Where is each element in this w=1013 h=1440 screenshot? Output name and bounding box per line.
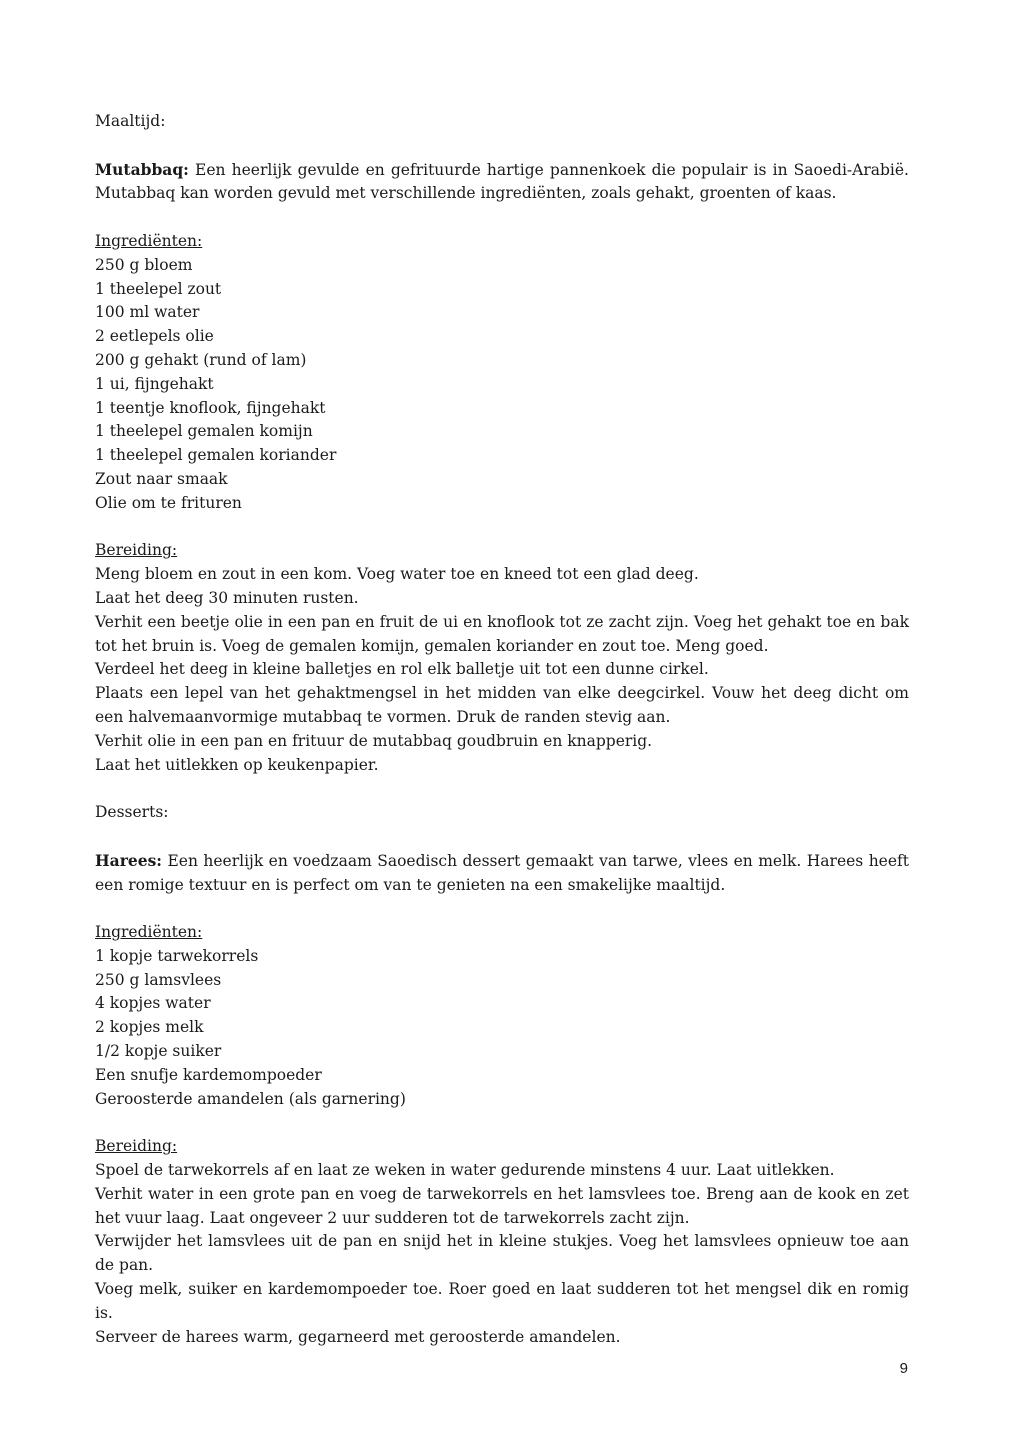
ingredient-item: 1/2 kopje suiker: [95, 1042, 222, 1061]
ingredient-item: 2 kopjes melk: [95, 1018, 204, 1037]
ingredient-item: 250 g bloem: [95, 255, 193, 274]
ingredient-item: 1 kopje tarwekorrels: [95, 946, 259, 965]
harees-title: Harees:: [95, 850, 163, 870]
mutabbaq-steps: [95, 563, 909, 777]
harees-ingredients-heading: Ingrediënten:: [95, 923, 203, 942]
preparation-step: Laat het deeg 30 minuten rusten.: [95, 588, 359, 607]
spacer: [95, 777, 909, 801]
page-number: 9: [899, 1360, 908, 1377]
ingredient-item: 1 ui, fijngehakt: [95, 374, 214, 393]
mutabbaq-ingredients-list: [95, 254, 909, 516]
mutabbaq-intro-text: Een heerlijk gevulde en gefrituurde hartige pannenkoek die populair is in Saoedi-Arabië. Mutabbaq kan worden gevuld met verschillende ingrediënten, zoals gehakt, groenten of kaas.: [95, 160, 909, 203]
spacer: [95, 134, 909, 158]
preparation-step: Spoel de tarwekorrels af en laat ze weken in water gedurende minstens 4 uur. Laat uitlekken.: [95, 1161, 835, 1180]
preparation-step: Serveer de harees warm, gegarneerd met geroosterde amandelen.: [95, 1327, 621, 1346]
mutabbaq-ingredients-heading: Ingrediënten:: [95, 231, 203, 250]
ingredient-item: 1 theelepel gemalen koriander: [95, 446, 337, 465]
document-page: [95, 110, 909, 1349]
mutabbaq-intro: [95, 158, 909, 207]
spacer: [95, 516, 909, 540]
ingredient-item: Geroosterde amandelen (als garnering): [95, 1089, 406, 1108]
ingredient-item: 1 theelepel zout: [95, 279, 222, 298]
harees-preparation-heading: Bereiding:: [95, 1137, 178, 1156]
ingredient-item: 100 ml water: [95, 303, 200, 322]
preparation-step: Plaats een lepel van het gehaktmengsel in het midden van elke deegcirkel. Vouw het deeg dicht om een halvemaanvormige mutabbaq te vormen. Druk de randen stevig aan.: [95, 684, 909, 726]
preparation-step: Verhit een beetje olie in een pan en fruit de ui en knoflook tot ze zacht zijn. Voeg het gehakt toe en bak tot het bruin is. Voeg de gemalen komijn, gemalen koriander en zout toe. Meng goed.: [95, 612, 909, 655]
ingredient-item: 250 g lamsvlees: [95, 970, 222, 989]
spacer: [95, 206, 909, 230]
ingredient-item: 2 eetlepels olie: [95, 327, 214, 346]
mutabbaq-title: Mutabbaq:: [95, 159, 189, 179]
preparation-step: Laat het uitlekken op keukenpapier.: [95, 755, 379, 774]
preparation-step: Verdeel het deeg in kleine balletjes en rol elk balletje uit tot een dunne cirkel.: [95, 660, 709, 679]
ingredient-item: 4 kopjes water: [95, 994, 211, 1013]
section-heading-meal: Maaltijd:: [95, 112, 166, 130]
section-heading-desserts: Desserts:: [95, 803, 169, 822]
spacer: [95, 825, 909, 849]
ingredient-item: 1 theelepel gemalen komijn: [95, 422, 313, 441]
ingredient-item: 200 g gehakt (rund of lam): [95, 350, 307, 369]
ingredient-item: Olie om te frituren: [95, 493, 242, 512]
spacer: [95, 897, 909, 921]
preparation-step: Voeg melk, suiker en kardemompoeder toe. Roer goed en laat sudderen tot het mengsel dik en romig is.: [95, 1280, 909, 1322]
preparation-step: Verhit water in een grote pan en voeg de tarwekorrels en het lamsvlees toe. Breng aan de kook en zet het vuur laag. Laat ongeveer 2 uur sudderen tot de tarwekorrels zacht zijn.: [95, 1184, 909, 1227]
harees-steps: [95, 1159, 909, 1349]
preparation-step: Verhit olie in een pan en frituur de mutabbaq goudbruin en knapperig.: [95, 731, 653, 750]
harees-intro: [95, 849, 909, 898]
ingredient-item: Een snufje kardemompoeder: [95, 1065, 322, 1084]
preparation-step: Verwijder het lamsvlees uit de pan en snijd het in kleine stukjes. Voeg het lamsvlees opnieuw toe aan de pan.: [95, 1232, 909, 1275]
ingredient-item: 1 teentje knoflook, fijngehakt: [95, 398, 326, 417]
harees-ingredients-list: [95, 945, 909, 1112]
preparation-step: Meng bloem en zout in een kom. Voeg water toe en kneed tot een glad deeg.: [95, 565, 699, 584]
mutabbaq-preparation-heading: Bereiding:: [95, 541, 178, 560]
spacer: [95, 1111, 909, 1135]
harees-intro-text: Een heerlijk en voedzaam Saoedisch dessert gemaakt van tarwe, vlees en melk. Harees heeft een romige textuur en is perfect om van te genieten na een smakelijke maaltijd.: [95, 851, 909, 894]
ingredient-item: Zout naar smaak: [95, 469, 228, 488]
